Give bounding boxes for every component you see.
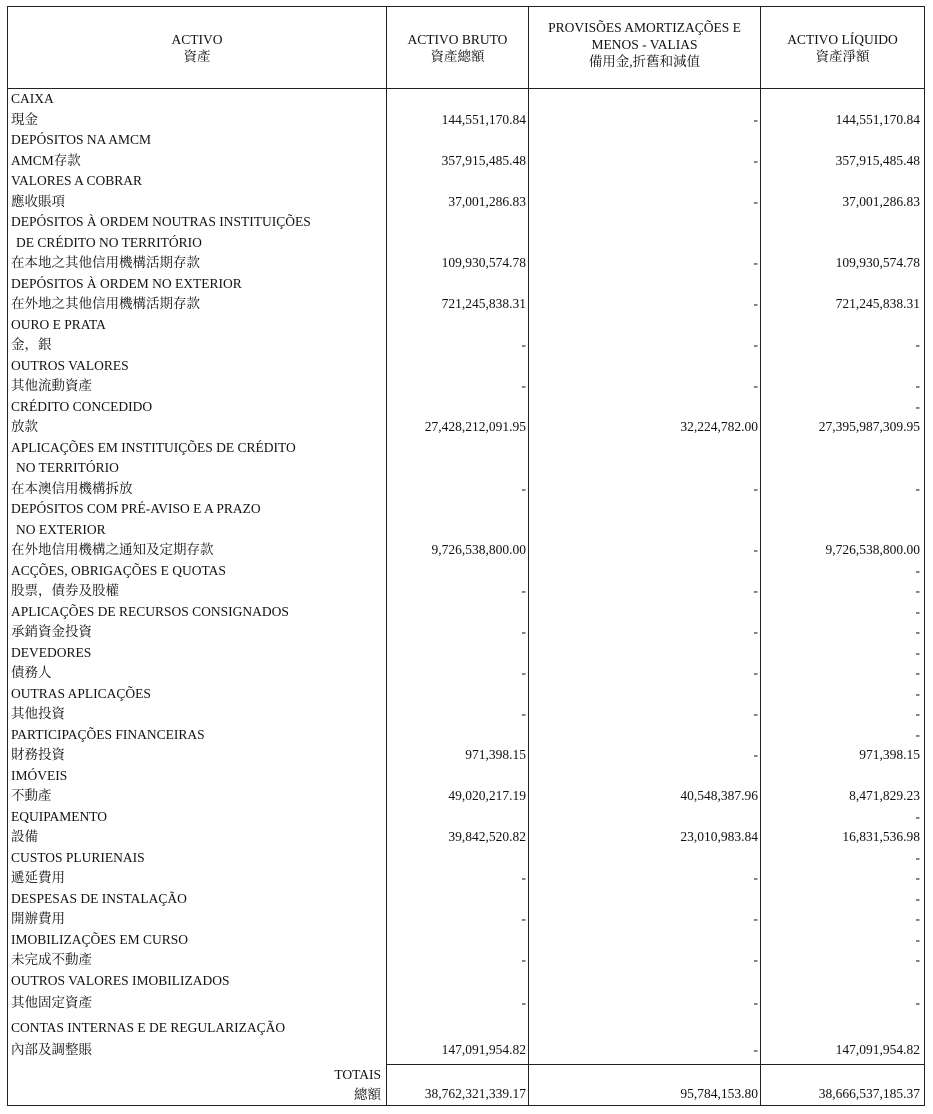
totals-divider [386,1064,924,1065]
item-label-row [8,397,926,417]
item-label-zh: 不動產 [11,788,52,803]
liquido-dash: - [915,562,920,578]
provisoes-value: - [753,747,758,762]
provisoes-value: - [753,152,758,168]
item-label-row [8,315,926,335]
provisoes-value: - [753,583,758,598]
activo-liquido-value: 27,395,987,309.95 [818,419,920,434]
activo-liquido-value: - [915,624,920,639]
item-label-pt: IMÓVEIS [11,767,68,783]
activo-bruto-value: 721,245,838.31 [441,296,526,311]
totals-bruto: 38,762,321,339.17 [424,1086,526,1101]
provisoes-value: - [753,995,758,1010]
table-row [8,479,926,499]
item-label-pt: DEPÓSITOS À ORDEM NOUTRAS INSTITUIÇÕES [11,214,311,229]
header-liquido-pt: ACTIVO LÍQUIDO [787,31,898,47]
activo-liquido-value: - [915,583,920,598]
activo-liquido-value: - [915,952,920,967]
item-label-zh: 金，銀 [11,337,52,352]
activo-bruto-value: 39,842,520.82 [448,829,526,844]
item-label-pt: DEPÓSITOS À ORDEM NO EXTERIOR [11,275,242,291]
header-bruto-pt: ACTIVO BRUTO [407,31,508,47]
activo-bruto-value: 9,726,538,800.00 [431,542,526,557]
item-label-row [8,212,926,232]
activo-liquido-value: 147,091,954.82 [835,1042,920,1057]
activo-liquido-value: - [915,378,920,393]
table-row [8,868,926,888]
item-label-row [8,766,926,786]
item-label-row [8,356,926,376]
item-label-zh: 開辦費用 [11,911,65,926]
table-row [8,110,926,130]
item-label-pt: NO EXTERIOR [16,521,106,537]
header-liquido-zh: 資產淨額 [815,48,870,64]
table-row [8,1040,926,1060]
item-label-pt: CRÉDITO CONCEDIDO [11,398,153,414]
item-label-row [8,458,926,478]
item-label-pt: OUTRAS APLICAÇÕES [11,685,151,701]
activo-liquido-value: 109,930,574.78 [835,255,920,270]
item-label-zh: 在外地信用機構之通知及定期存款 [11,542,214,557]
activo-bruto-value: 144,551,170.84 [441,111,526,127]
activo-bruto-value: 147,091,954.82 [441,1042,526,1057]
item-label-row [8,274,926,294]
activo-liquido-value: 357,915,485.48 [835,152,920,168]
table-row [8,540,926,560]
activo-bruto-value: - [521,952,526,967]
header-activo-liquido [761,7,924,88]
table-row [8,622,926,642]
item-label-row [8,602,926,622]
activo-bruto-value: - [521,480,526,496]
item-label-pt: CUSTOS PLURIENAIS [11,849,145,865]
item-label-row [8,89,926,109]
activo-bruto-value: 971,398.15 [465,747,526,762]
item-label-row [8,930,926,950]
activo-bruto-value: 27,428,212,091.95 [424,419,526,434]
table-row [8,993,926,1013]
header-activo-zh: 資產 [183,48,211,64]
item-label-zh: 股票，債券及股權 [11,583,119,598]
activo-bruto-value: 109,930,574.78 [441,255,526,270]
provisoes-value: - [753,665,758,680]
liquido-dash: - [915,808,920,824]
item-label-pt: ACÇÕES, OBRIGAÇÕES E QUOTAS [11,562,226,578]
table-row [8,581,926,601]
provisoes-value: - [753,1042,758,1057]
item-label-pt: IMOBILIZAÇÕES EM CURSO [11,931,189,947]
table-row [8,192,926,212]
table-row [8,294,926,314]
table-row [8,950,926,970]
item-label-row [8,889,926,909]
item-label-row [8,725,926,745]
item-label-row [8,848,926,868]
item-label-row [8,971,926,991]
item-label-zh: 其他固定資產 [11,995,92,1010]
item-label-row [8,1018,926,1038]
totals-provisoes: 95,784,153.80 [680,1086,758,1101]
item-label-zh: 內部及調整賬 [11,1042,92,1057]
activo-liquido-value: - [915,480,920,496]
activo-bruto-value: - [521,583,526,598]
liquido-dash: - [915,603,920,619]
provisoes-value: - [753,111,758,127]
liquido-dash: - [915,890,920,906]
item-label-zh: 在外地之其他信用機構活期存款 [11,296,200,311]
item-label-pt: OUTROS VALORES [11,357,129,373]
item-label-pt: EQUIPAMENTO [11,808,108,824]
activo-liquido-value: 144,551,170.84 [835,111,920,127]
item-label-row [8,520,926,540]
totals-liquido: 38,666,537,185.37 [818,1086,920,1101]
activo-liquido-value: 971,398.15 [859,747,920,762]
item-label-pt: APLICAÇÕES EM INSTITUIÇÕES DE CRÉDITO [11,439,296,455]
item-label-row [8,807,926,827]
item-label-pt: DEPÓSITOS COM PRÉ-AVISO E A PRAZO [11,501,261,516]
header-provisoes-zh: 備用金,折舊和減值 [588,54,701,69]
header-activo-bruto [387,7,528,88]
item-label-pt: DEPÓSITOS NA AMCM [11,132,152,147]
totals-label-pt: TOTAIS [334,1067,381,1082]
table-row [8,376,926,396]
activo-bruto-value: - [521,911,526,926]
item-label-zh: 承銷資金投資 [11,624,92,639]
header-activo [8,7,386,88]
item-label-pt: CAIXA [11,91,54,106]
item-label-row [8,499,926,519]
item-label-pt: DE CRÉDITO NO TERRITÓRIO [16,234,202,250]
table-row [8,417,926,437]
table-row [8,663,926,683]
item-label-zh: 遞延費用 [11,870,65,885]
item-label-pt: OURO E PRATA [11,316,106,332]
liquido-dash: - [915,398,920,414]
item-label-row [8,171,926,191]
provisoes-value: - [753,337,758,352]
item-label-zh: 財務投資 [11,747,65,762]
item-label-row [8,643,926,663]
activo-bruto-value: - [521,995,526,1010]
provisoes-value: - [753,624,758,639]
item-label-row [8,130,926,150]
header-provisoes-pt-1: PROVISÕES AMORTIZAÇÕES E [548,20,741,35]
liquido-dash: - [915,644,920,660]
table-row [8,704,926,724]
balance-sheet-table [7,6,925,1106]
activo-bruto-value: - [521,665,526,680]
liquido-dash: - [915,849,920,865]
activo-bruto-value: - [521,624,526,639]
activo-bruto-value: - [521,706,526,721]
item-label-pt: CONTAS INTERNAS E DE REGULARIZAÇÃO [11,1019,286,1035]
item-label-pt: DEVEDORES [11,644,92,660]
activo-liquido-value: - [915,870,920,885]
item-label-row [8,233,926,253]
item-label-pt: APLICAÇÕES DE RECURSOS CONSIGNADOS [11,603,289,619]
item-label-row [8,684,926,704]
item-label-zh: 債務人 [11,665,52,680]
activo-liquido-value: 37,001,286.83 [842,193,920,209]
liquido-dash: - [915,685,920,701]
activo-bruto-value: - [521,870,526,885]
provisoes-value: - [753,255,758,270]
totals-label-zh: 總額 [354,1087,381,1102]
header-activo-pt: ACTIVO [171,31,223,47]
table-row [8,786,926,806]
item-label-zh: 在本澳信用機構拆放 [11,480,133,496]
provisoes-value: - [753,870,758,885]
activo-liquido-value: 721,245,838.31 [835,296,920,311]
item-label-zh: 放款 [11,419,38,434]
item-label-zh: 未完成不動產 [11,952,92,967]
provisoes-value: 32,224,782.00 [680,419,758,434]
activo-bruto-value: 49,020,217.19 [448,788,526,803]
table-row [8,253,926,273]
table-row [8,827,926,847]
header-provisoes-pt-2: MENOS - VALIAS [591,37,698,52]
activo-liquido-value: 9,726,538,800.00 [825,542,920,557]
provisoes-value: - [753,542,758,557]
item-label-pt: PARTICIPAÇÕES FINANCEIRAS [11,726,205,742]
provisoes-value: - [753,296,758,311]
item-label-pt: DESPESAS DE INSTALAÇÃO [11,890,187,906]
item-label-pt: NO TERRITÓRIO [16,460,119,475]
provisoes-value: - [753,193,758,209]
activo-bruto-value: 37,001,286.83 [448,193,526,209]
item-label-zh: 其他流動資產 [11,378,92,393]
provisoes-value: 23,010,983.84 [680,829,758,844]
header-provisoes [529,7,760,88]
provisoes-value: - [753,952,758,967]
table-row [8,909,926,929]
provisoes-value: - [753,706,758,721]
provisoes-value: - [753,480,758,496]
activo-liquido-value: - [915,911,920,926]
activo-liquido-value: 16,831,536.98 [842,829,920,844]
item-label-pt: VALORES A COBRAR [11,173,143,188]
provisoes-value: - [753,911,758,926]
item-label-zh: AMCM存款 [11,152,81,168]
activo-bruto-value: 357,915,485.48 [441,152,526,168]
provisoes-value: 40,548,387.96 [680,788,758,803]
item-label-row [8,438,926,458]
item-label-zh: 在本地之其他信用機構活期存款 [11,255,200,270]
header-bruto-zh: 資產總額 [430,48,485,64]
item-label-zh: 設備 [11,829,38,844]
activo-liquido-value: - [915,995,920,1010]
activo-liquido-value: - [915,706,920,721]
table-row [8,745,926,765]
item-label-row [8,561,926,581]
liquido-dash: - [915,726,920,742]
activo-bruto-value: - [521,378,526,393]
item-label-pt: OUTROS VALORES IMOBILIZADOS [11,972,230,988]
activo-liquido-value: 8,471,829.23 [849,788,920,803]
table-row [8,151,926,171]
item-label-zh: 現金 [11,111,38,127]
item-label-zh: 其他投資 [11,706,65,721]
table-row [8,335,926,355]
liquido-dash: - [915,931,920,947]
provisoes-value: - [753,378,758,393]
item-label-zh: 應收賬項 [11,193,65,209]
activo-liquido-value: - [915,665,920,680]
activo-bruto-value: - [521,337,526,352]
activo-liquido-value: - [915,337,920,352]
